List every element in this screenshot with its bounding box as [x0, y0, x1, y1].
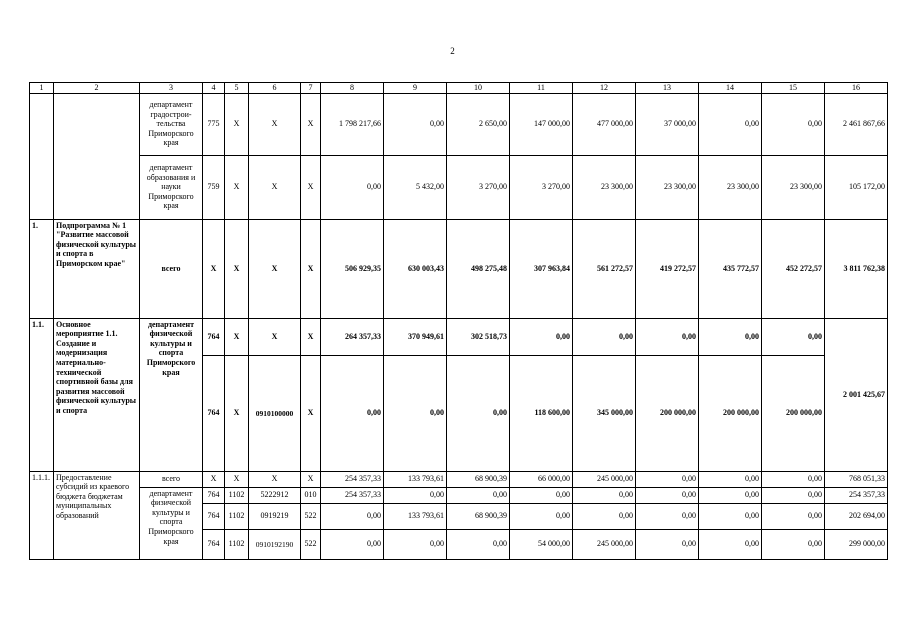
header-cell: 2 — [54, 83, 140, 94]
cell: X — [225, 355, 249, 471]
cell: 0910100000 — [249, 355, 301, 471]
value-cell: 0,00 — [573, 487, 636, 503]
cell: X — [301, 318, 321, 355]
cell: X — [249, 93, 301, 155]
cell: X — [225, 155, 249, 219]
value-cell: 54 000,00 — [510, 529, 573, 559]
total-cell: 254 357,33 — [825, 487, 888, 503]
header-cell: 1 — [30, 83, 54, 94]
value-cell: 0,00 — [636, 471, 699, 487]
cell: X — [225, 93, 249, 155]
value-cell: 23 300,00 — [699, 155, 762, 219]
value-cell: 0,00 — [636, 503, 699, 529]
executor-cell: департамент образования и науки Приморского края — [140, 155, 203, 219]
value-cell: 0,00 — [636, 529, 699, 559]
cell: X — [225, 471, 249, 487]
table-row-activity-1-1 — [30, 318, 888, 355]
value-cell: 0,00 — [321, 355, 384, 471]
value-cell: 200 000,00 — [636, 355, 699, 471]
cell: 522 — [301, 503, 321, 529]
value-cell: 0,00 — [447, 529, 510, 559]
header-cell: 13 — [636, 83, 699, 94]
value-cell: 0,00 — [447, 355, 510, 471]
cell: 1102 — [225, 529, 249, 559]
name-cell: Основное мероприятие 1.1. Создание и модернизация материально-технической спортивной базы для развития массовой физической культуры и спорта — [54, 318, 140, 471]
cell: X — [249, 219, 301, 318]
value-cell: 147 000,00 — [510, 93, 573, 155]
value-cell: 0,00 — [384, 487, 447, 503]
value-cell: 419 272,57 — [636, 219, 699, 318]
cell: 1102 — [225, 487, 249, 503]
value-cell: 0,00 — [573, 503, 636, 529]
value-cell: 370 949,61 — [384, 318, 447, 355]
cell: X — [249, 471, 301, 487]
value-cell: 0,00 — [321, 503, 384, 529]
value-cell: 2 650,00 — [447, 93, 510, 155]
table-row-education — [30, 155, 888, 219]
table-row-subprogram-1 — [30, 219, 888, 318]
value-cell: 0,00 — [384, 93, 447, 155]
value-cell: 0,00 — [636, 318, 699, 355]
cell: X — [249, 318, 301, 355]
value-cell: 1 798 217,66 — [321, 93, 384, 155]
cell: X — [301, 219, 321, 318]
value-cell: 254 357,33 — [321, 487, 384, 503]
budget-table — [29, 82, 888, 560]
value-cell: 264 357,33 — [321, 318, 384, 355]
value-cell: 506 929,35 — [321, 219, 384, 318]
value-cell: 0,00 — [384, 529, 447, 559]
value-cell: 118 600,00 — [510, 355, 573, 471]
total-cell: 2 001 425,67 — [825, 318, 888, 471]
total-cell: 768 051,33 — [825, 471, 888, 487]
table-row-urban-planning — [30, 93, 888, 155]
cell: X — [203, 471, 225, 487]
value-cell: 435 772,57 — [699, 219, 762, 318]
total-cell: 202 694,00 — [825, 503, 888, 529]
total-cell: 2 461 867,66 — [825, 93, 888, 155]
value-cell: 23 300,00 — [573, 155, 636, 219]
total-cell: 3 811 762,38 — [825, 219, 888, 318]
value-cell: 5 432,00 — [384, 155, 447, 219]
value-cell: 0,00 — [447, 487, 510, 503]
name-cell: Подпрограмма № 1 "Развитие массовой физической культуры и спорта в Приморском крае" — [54, 219, 140, 318]
value-cell: 0,00 — [762, 318, 825, 355]
value-cell: 0,00 — [510, 503, 573, 529]
value-cell: 452 272,57 — [762, 219, 825, 318]
total-cell: 299 000,00 — [825, 529, 888, 559]
value-cell: 0,00 — [762, 529, 825, 559]
value-cell: 0,00 — [699, 93, 762, 155]
total-cell: 105 172,00 — [825, 155, 888, 219]
value-cell: 0,00 — [321, 529, 384, 559]
header-cell: 4 — [203, 83, 225, 94]
header-cell: 8 — [321, 83, 384, 94]
header-cell: 6 — [249, 83, 301, 94]
cell: 764 — [203, 529, 225, 559]
value-cell: 0,00 — [699, 318, 762, 355]
value-cell: 561 272,57 — [573, 219, 636, 318]
value-cell: 498 275,48 — [447, 219, 510, 318]
value-cell: 477 000,00 — [573, 93, 636, 155]
value-cell: 245 000,00 — [573, 471, 636, 487]
value-cell: 307 963,84 — [510, 219, 573, 318]
value-cell: 0,00 — [699, 471, 762, 487]
table-row-activity-1-1-1-r1 — [30, 487, 888, 503]
cell: X — [225, 219, 249, 318]
header-cell: 14 — [699, 83, 762, 94]
value-cell: 3 270,00 — [447, 155, 510, 219]
executor-cell: департамент физической культуры и спорта Приморского края — [140, 487, 203, 559]
cell: 0919219 — [249, 503, 301, 529]
value-cell: 0,00 — [699, 487, 762, 503]
header-cell: 10 — [447, 83, 510, 94]
value-cell: 0,00 — [510, 318, 573, 355]
cell: 764 — [203, 318, 225, 355]
number-cell: 1.1. — [30, 318, 54, 471]
value-cell: 133 793,61 — [384, 503, 447, 529]
header-cell: 11 — [510, 83, 573, 94]
value-cell: 0,00 — [573, 318, 636, 355]
cell: 764 — [203, 487, 225, 503]
cell: 5222912 — [249, 487, 301, 503]
cell: X — [301, 93, 321, 155]
cell: 764 — [203, 503, 225, 529]
value-cell: 0,00 — [762, 93, 825, 155]
value-cell: 0,00 — [699, 529, 762, 559]
table-row-activity-1-1-1 — [30, 471, 888, 487]
value-cell: 23 300,00 — [762, 155, 825, 219]
value-cell: 0,00 — [384, 355, 447, 471]
cell: X — [203, 219, 225, 318]
value-cell: 0,00 — [636, 487, 699, 503]
value-cell: 200 000,00 — [699, 355, 762, 471]
value-cell: 133 793,61 — [384, 471, 447, 487]
name-cell: Предоставление субсидий из краевого бюджета бюджетам муниципальных образований — [54, 471, 140, 559]
header-cell: 3 — [140, 83, 203, 94]
value-cell: 0,00 — [762, 471, 825, 487]
header-cell: 5 — [225, 83, 249, 94]
cell: 759 — [203, 155, 225, 219]
cell: 775 — [203, 93, 225, 155]
value-cell: 68 900,39 — [447, 471, 510, 487]
executor-cell: всего — [140, 219, 203, 318]
cell: 0910192190 — [249, 529, 301, 559]
value-cell: 0,00 — [699, 503, 762, 529]
cell: 010 — [301, 487, 321, 503]
cell: 764 — [203, 355, 225, 471]
value-cell: 3 270,00 — [510, 155, 573, 219]
value-cell: 0,00 — [321, 155, 384, 219]
value-cell: 68 900,39 — [447, 503, 510, 529]
value-cell: 37 000,00 — [636, 93, 699, 155]
header-cell: 15 — [762, 83, 825, 94]
header-cell: 16 — [825, 83, 888, 94]
executor-cell: всего — [140, 471, 203, 487]
header-cell: 7 — [301, 83, 321, 94]
value-cell: 0,00 — [762, 487, 825, 503]
page-number: 2 — [450, 46, 455, 56]
cell: 1102 — [225, 503, 249, 529]
value-cell: 345 000,00 — [573, 355, 636, 471]
cell: X — [301, 155, 321, 219]
cell: X — [301, 355, 321, 471]
cell: X — [301, 471, 321, 487]
cell: 522 — [301, 529, 321, 559]
header-cell: 12 — [573, 83, 636, 94]
value-cell: 245 000,00 — [573, 529, 636, 559]
header-cell: 9 — [384, 83, 447, 94]
header-row — [30, 83, 888, 94]
executor-cell: департамент физической культуры и спорта Приморского края — [140, 318, 203, 471]
value-cell: 66 000,00 — [510, 471, 573, 487]
cell: X — [249, 155, 301, 219]
value-cell: 0,00 — [510, 487, 573, 503]
cell: X — [225, 318, 249, 355]
number-cell-empty — [30, 93, 54, 219]
value-cell: 200 000,00 — [762, 355, 825, 471]
value-cell: 254 357,33 — [321, 471, 384, 487]
executor-cell: департамент градострои-тельства Приморского края — [140, 93, 203, 155]
value-cell: 302 518,73 — [447, 318, 510, 355]
value-cell: 23 300,00 — [636, 155, 699, 219]
name-cell-empty — [54, 93, 140, 219]
number-cell: 1. — [30, 219, 54, 318]
value-cell: 630 003,43 — [384, 219, 447, 318]
number-cell: 1.1.1. — [30, 471, 54, 559]
value-cell: 0,00 — [762, 503, 825, 529]
